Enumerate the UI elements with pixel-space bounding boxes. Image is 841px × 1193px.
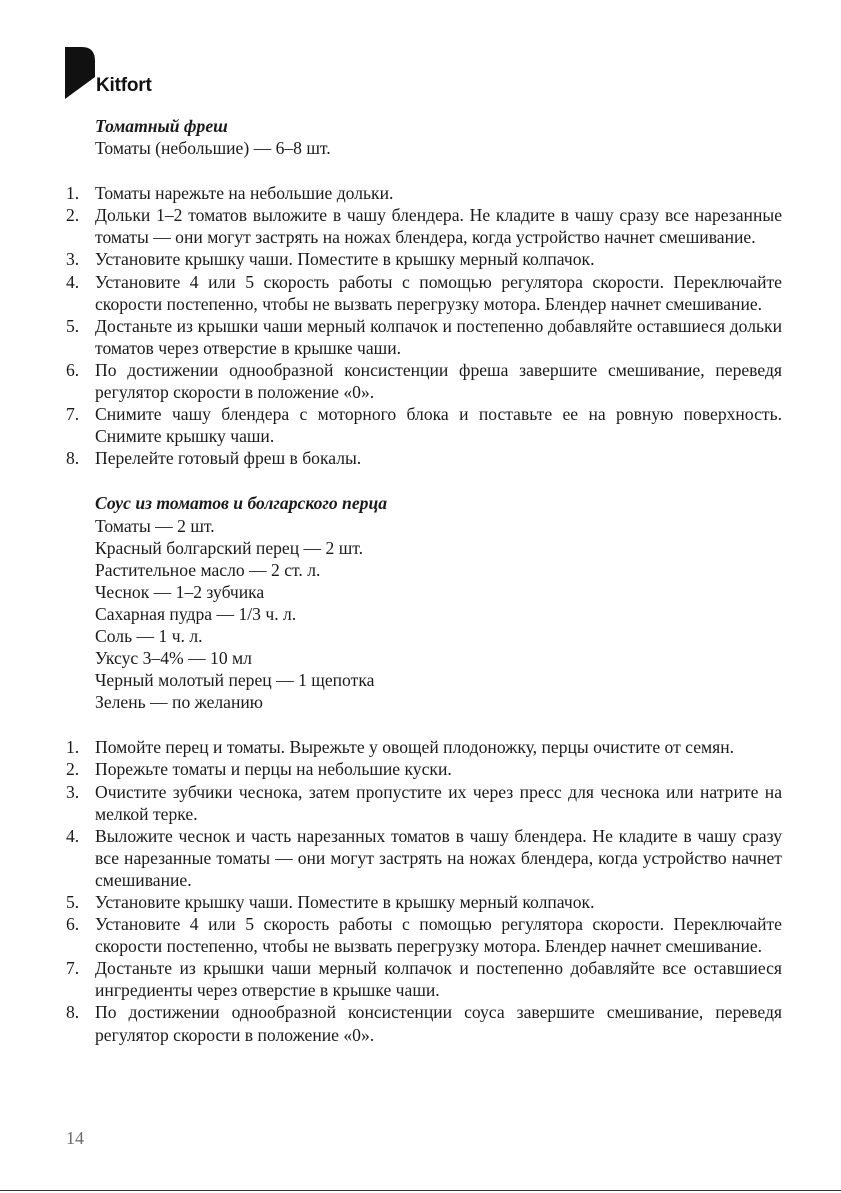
step-item (66, 204, 782, 248)
page-content (66, 115, 782, 1046)
step-text: Установите 4 или 5 скорость работы с помощью регулятора скорости. Переключайте скорости постепенно, чтобы не вызвать перегрузку мотора. Блендер начнет смешивание. (95, 271, 782, 314)
step-text: По достижении однообразной консистенции соуса завершите смешивание, переведя регулятор скорости в положение «0». (95, 1002, 782, 1045)
ingredient-list (66, 515, 782, 714)
ingredient-item: Растительное масло — 2 ст. л. (95, 559, 321, 580)
ingredient-item: Томаты — 2 шт. (95, 515, 215, 536)
steps-list (66, 736, 782, 1045)
step-item (66, 271, 782, 315)
step-item (66, 825, 782, 891)
step-text: Очистите зубчики чеснока, затем пропустите их через пресс для чеснока или натрите на мелкой терке. (95, 781, 782, 824)
step-number: 8. (66, 448, 80, 469)
step-item (66, 403, 782, 447)
page-number: 14 (66, 1128, 84, 1148)
recipe-title: Томатный фреш (95, 116, 228, 136)
ingredient-item: Уксус 3–4% — 10 мл (95, 648, 252, 669)
step-number: 3. (66, 781, 80, 802)
ingredient-item: Красный болгарский перец — 2 шт. (95, 537, 364, 558)
step-item (66, 781, 782, 825)
step-text: Дольки 1–2 томатов выложите в чашу блендера. Не кладите в чашу сразу все нарезанные томаты — они могут застрять на ножах блендера, когда устройство начнет смешивание. (95, 205, 782, 248)
ingredient-item: Томаты (небольшие) — 6–8 шт. (95, 138, 331, 159)
step-item (66, 957, 782, 1001)
step-number: 3. (66, 249, 80, 270)
ingredient-item: Чеснок — 1–2 зубчика (95, 581, 265, 602)
page-bottom-divider (0, 1190, 841, 1191)
step-number: 6. (66, 914, 80, 935)
ingredient-item: Сахарная пудра — 1/3 ч. л. (95, 603, 297, 624)
kitfort-logo-icon (65, 47, 95, 99)
ingredient-item: Черный молотый перец — 1 щепотка (95, 670, 375, 691)
step-number: 2. (66, 205, 80, 226)
step-number: 7. (66, 404, 80, 425)
step-text: По достижении однообразной консистенции фреша завершите смешивание, переведя регулятор скорости в положение «0». (95, 359, 782, 403)
step-item (66, 182, 782, 204)
step-text: Снимите чашу блендера с моторного блока и поставьте ее на ровную поверхность. Снимите крышку чаши. (95, 404, 782, 447)
step-number: 4. (66, 271, 80, 292)
step-number: 8. (66, 1002, 80, 1023)
step-text: Порежьте томаты и перцы на небольшие куски. (95, 759, 452, 780)
step-text: Перелейте готовый фреш в бокалы. (95, 448, 362, 469)
step-number: 1. (66, 183, 80, 204)
kitfort-logo (65, 47, 175, 103)
step-text: Помойте перец и томаты. Вырежьте у овощей плодоножку, перцы очистите от семян. (95, 737, 735, 758)
step-item (66, 913, 782, 957)
ingredient-item: Соль — 1 ч. л. (95, 625, 203, 646)
step-item (66, 736, 782, 758)
recipe-title: Соус из томатов и болгарского перца (95, 493, 388, 514)
step-text: Томаты нарежьте на небольшие дольки. (95, 183, 394, 204)
step-number: 2. (66, 759, 80, 780)
step-text: Установите 4 или 5 скорость работы с помощью регулятора скорости. Переключайте скорости постепенно, чтобы не вызвать перегрузку мотора. Блендер начнет смешивание. (95, 914, 782, 957)
step-item (66, 1001, 782, 1045)
ingredient-item: Зелень — по желанию (95, 692, 263, 713)
step-number: 1. (66, 737, 80, 758)
ingredient-list (66, 137, 782, 159)
step-number: 4. (66, 825, 80, 846)
step-text: Установите крышку чаши. Поместите в крышку мерный колпачок. (95, 249, 595, 270)
step-text: Установите крышку чаши. Поместите в крышку мерный колпачок. (95, 892, 595, 912)
step-item (66, 315, 782, 359)
steps-list (66, 182, 782, 469)
step-item (66, 891, 782, 913)
step-number: 5. (66, 315, 80, 336)
step-text: Выложите чеснок и часть нарезанных томатов в чашу блендера. Не кладите в чашу сразу все нарезанные томаты — они могут застрять на ножах блендера, когда устройство начнет смешивание. (95, 825, 782, 890)
step-number: 5. (66, 892, 80, 912)
step-text: Достаньте из крышки чаши мерный колпачок и постепенно добавляйте оставшиеся дольки томатов через отверстие в крышке чаши. (95, 315, 782, 358)
step-number: 6. (66, 359, 80, 380)
step-number: 7. (66, 958, 80, 979)
step-text: Достаньте из крышки чаши мерный колпачок и постепенно добавляйте все оставшиеся ингредиенты через отверстие в крышке чаши. (95, 958, 782, 1001)
step-item (66, 248, 782, 270)
brand-name: Kitfort (96, 75, 152, 96)
step-item (66, 359, 782, 403)
step-item (66, 758, 782, 780)
step-item (66, 447, 782, 469)
